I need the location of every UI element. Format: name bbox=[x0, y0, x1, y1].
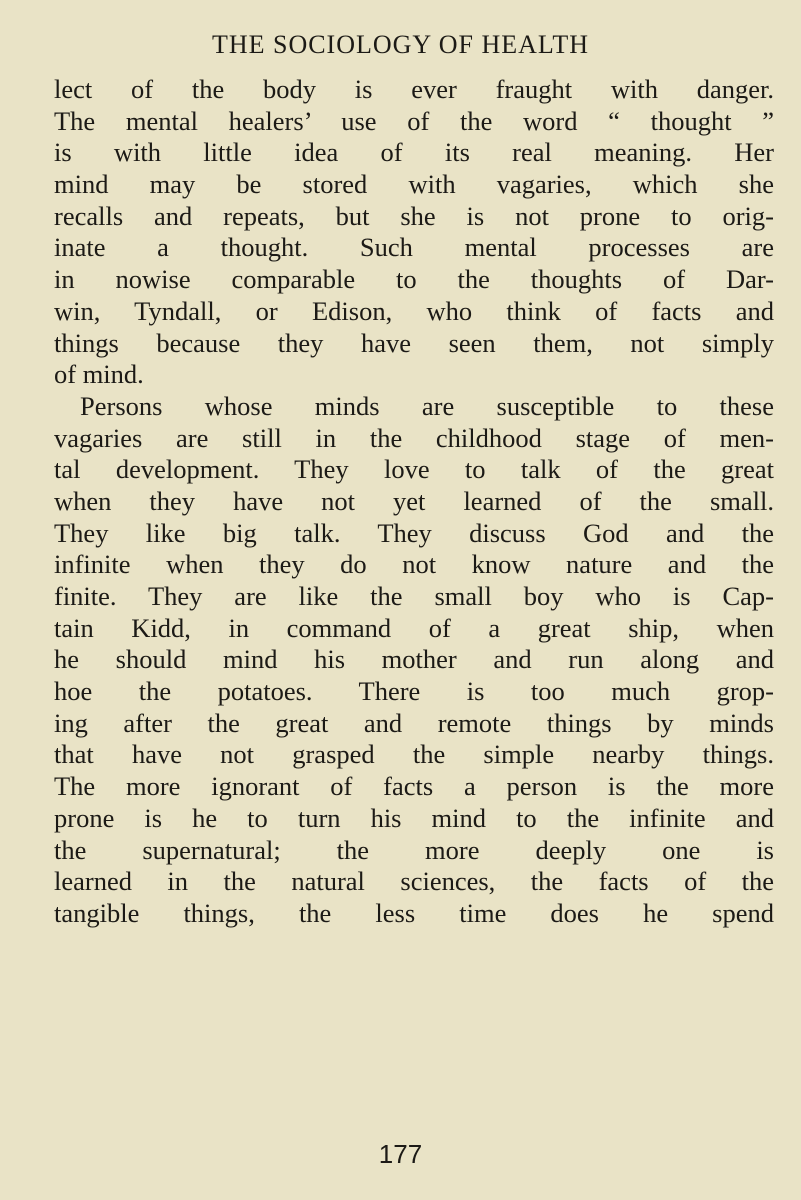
text-line: that have not grasped the simple nearby things. bbox=[54, 739, 774, 770]
text-line: things because they have seen them, not simply bbox=[54, 327, 774, 358]
running-head: THE SOCIOLOGY OF HEALTH bbox=[211, 30, 590, 59]
text-line: The more ignorant of facts a person is the more bbox=[54, 771, 774, 802]
text-line: finite. They are like the small boy who is Cap- bbox=[54, 581, 774, 611]
page-number: 177 bbox=[378, 1139, 423, 1169]
text-line: he should mind his mother and run along and bbox=[54, 644, 774, 675]
text-line: lect of the body is ever fraught with danger. bbox=[54, 74, 774, 104]
text-line: mind may be stored with vagaries, which she bbox=[54, 169, 774, 200]
text-line: prone is he to turn his mind to the infinite and bbox=[54, 802, 774, 833]
text-line: the supernatural; the more deeply one is bbox=[54, 834, 774, 865]
text-line: The mental healers’ use of the word “ thought ” bbox=[54, 105, 774, 136]
paragraph-end-line: of mind. bbox=[54, 359, 144, 390]
text-line: tain Kidd, in command of a great ship, when bbox=[54, 612, 774, 643]
text-line: ing after the great and remote things by minds bbox=[54, 707, 774, 738]
text-line: inate a thought. Such mental processes are bbox=[54, 232, 774, 263]
paragraph-start-line: Persons whose minds are susceptible to these bbox=[80, 390, 774, 421]
text-line: infinite when they do not know nature and the bbox=[54, 549, 774, 580]
text-line: when they have not yet learned of the small. bbox=[54, 485, 774, 516]
text-line: vagaries are still in the childhood stage of men- bbox=[54, 422, 774, 453]
text-line: recalls and repeats, but she is not prone to orig- bbox=[54, 200, 774, 231]
text-line: tangible things, the less time does he spend bbox=[54, 897, 774, 928]
text-line: in nowise comparable to the thoughts of Dar- bbox=[54, 264, 774, 295]
body-text bbox=[54, 74, 774, 930]
text-line: They like big talk. They discuss God and the bbox=[54, 517, 774, 548]
text-line: learned in the natural sciences, the facts of the bbox=[54, 866, 774, 897]
text-line: is with little idea of its real meaning. Her bbox=[54, 137, 774, 168]
text-line: win, Tyndall, or Edison, who think of facts and bbox=[54, 295, 774, 326]
text-line: hoe the potatoes. There is too much grop- bbox=[54, 676, 774, 707]
text-line: tal development. They love to talk of the great bbox=[54, 454, 774, 485]
